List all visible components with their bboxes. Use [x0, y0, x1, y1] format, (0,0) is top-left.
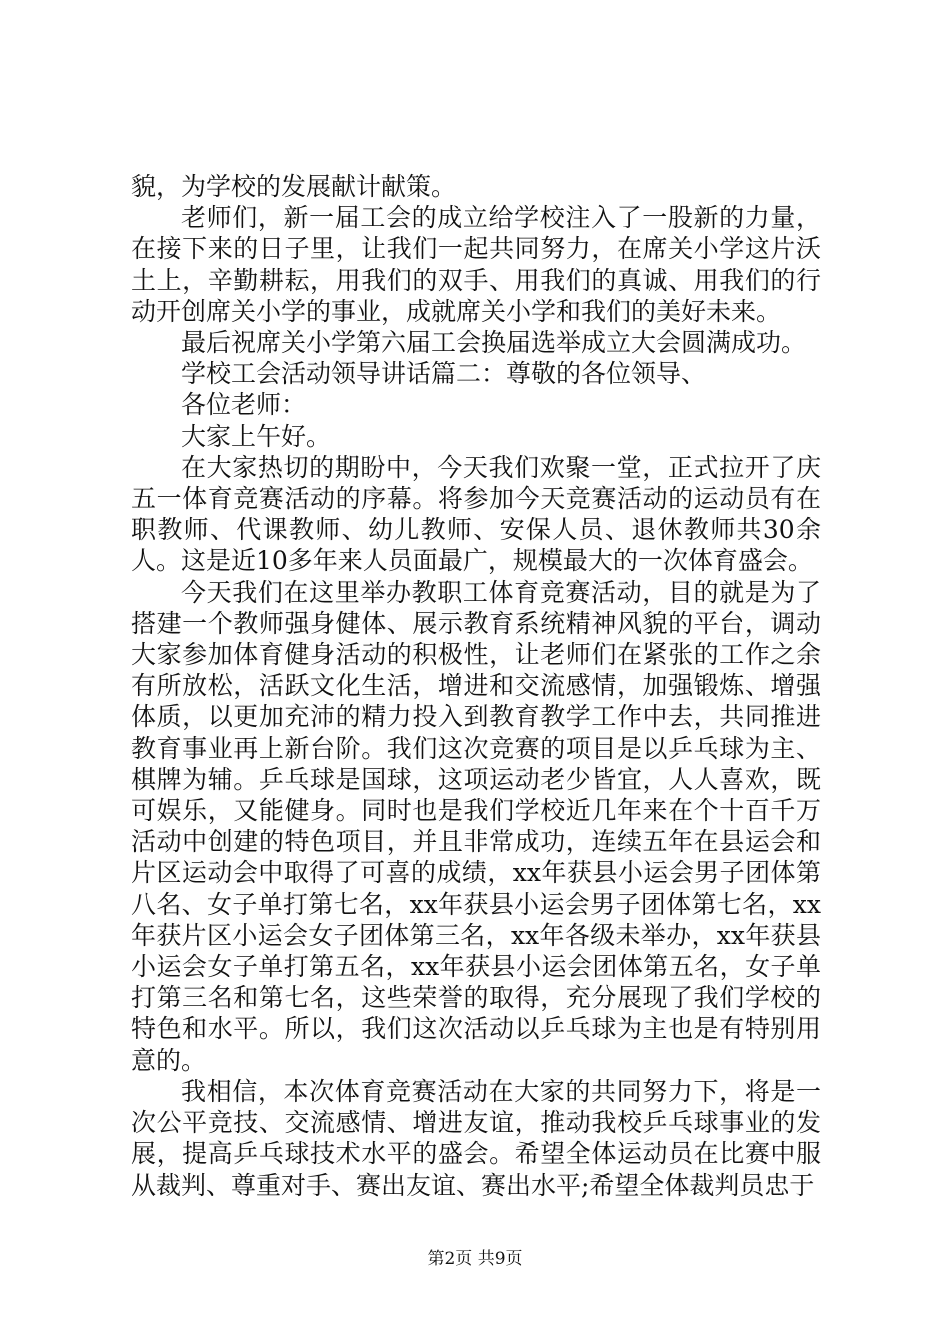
paragraph-1: 貌，为学校的发展献计献策。 — [131, 172, 457, 201]
paragraph-5: 各位老师： — [181, 390, 307, 420]
document-body — [131, 171, 821, 1201]
paragraph-7: 在大家热切的期盼中，今天我们欢聚一堂，正式拉开了庆五一体育竞赛活动的序幕。将参加今天竞赛活动的运动员有在职教师、代课教师、幼儿教师、安保人员、退休教师共30余人。这是近10多年来人员面最广，规模最大的一次体育盛会。 — [131, 452, 821, 576]
page-footer: 第2页 共9页 — [427, 1249, 523, 1269]
paragraph-4: 学校工会活动领导讲话篇二：尊敬的各位领导、 — [181, 359, 707, 389]
paragraph-2: 老师们，新一届工会的成立给学校注入了一股新的力量，在接下来的日子里，让我们一起共同努力，在席关小学这片沃土上，辛勤耕耘，用我们的双手、用我们的真诚、用我们的行动开创席关小学的事业，成就席关小学和我们的美好未来。 — [131, 203, 821, 326]
paragraph-3: 最后祝席关小学第六届工会换届选举成立大会圆满成功。 — [181, 328, 807, 358]
paragraph-6: 大家上午好。 — [181, 421, 332, 451]
paragraph-8: 今天我们在这里举办教职工体育竞赛活动，目的就是为了搭建一个教师强身健体、展示教育系统精神风貌的平台，调动大家参加体育健身活动的积极性，让老师们在紧张的工作之余有所放松，活跃文化生活，增进和交流感情，加强锻炼、增强体质，以更加充沛的精力投入到教育教学工作中去，共同推进教育事业再上新台阶。我们这次竞赛的项目是以乒乓球为主、棋牌为辅。乒乓球是国球，这项运动老少皆宜，人人喜欢，既可娱乐，又能健身。同时也是我们学校近几年来在个十百千万活动中创建的特色项目，并且非常成功，连续五年在县运会和片区运动会中取得了可喜的成绩，xx年获县小运会男子团体第八名、女子单打第七名，xx年获县小运会男子团体第七名，xx年获片区小运会女子团体第三名，xx年各级未举办，xx年获县小运会女子单打第五名，xx年获县小运会团体第五名，女子单打第三名和第七名，这些荣誉的取得，充分展现了我们学校的特色和水平。所以，我们这次活动以乒乓球为主也是有特别用意的。 — [131, 577, 821, 1075]
paragraph-9: 我相信，本次体育竞赛活动在大家的共同努力下，将是一次公平竞技、交流感情、增进友谊，推动我校乒乓球事业的发展，提高乒乓球技术水平的盛会。希望全体运动员在比赛中服从裁判、尊重对手、赛出友谊、赛出水平;希望全体裁判员忠于 — [131, 1076, 821, 1200]
